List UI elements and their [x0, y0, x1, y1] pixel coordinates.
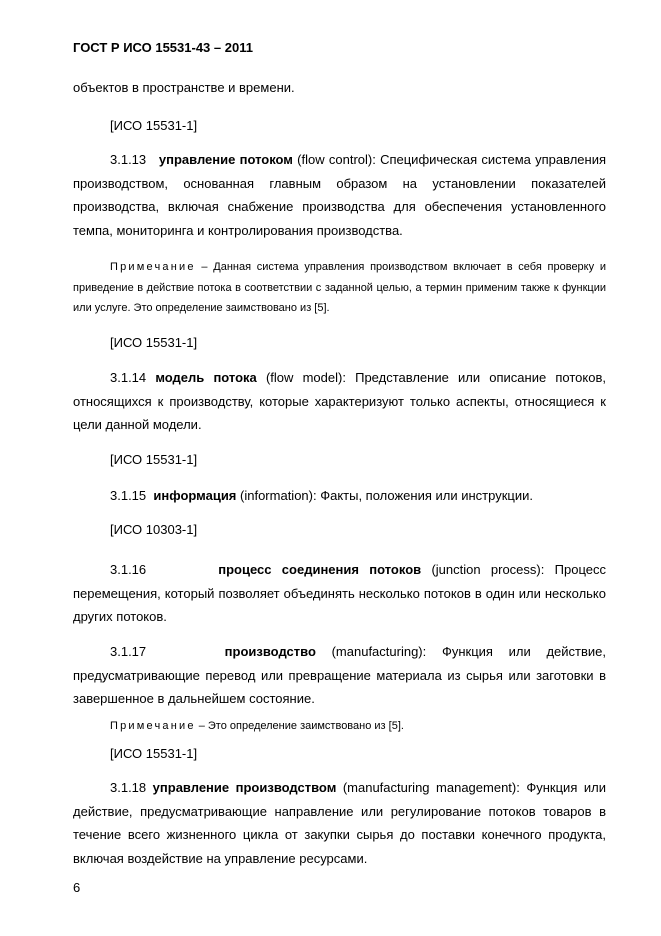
continuation-text: объектов в пространстве и времени.	[73, 80, 295, 95]
note-2	[73, 716, 606, 737]
term-definition: (flow control): Специфическая система управления производством, основанная главным образом на установлении показателей производства, включая снабжение производства для обеспечения установленного темпа, мониторинга и контролирования производства.	[73, 152, 607, 238]
term-name: модель потока	[155, 370, 257, 385]
term-number: 3.1.17	[110, 644, 147, 659]
reference: [ИСО 15531-1]	[110, 746, 198, 761]
term-3-1-14	[73, 366, 606, 437]
page-number: 6	[73, 880, 81, 895]
term-number: 3.1.16	[110, 562, 147, 577]
term-3-1-15	[73, 484, 606, 508]
note-text: – Данная система управления производством включает в себя проверку и приведение в действие потока в соответствии с заданной целью, а термин применим также к функции или услуге. Это определение заимствовано из [5].	[73, 261, 606, 314]
note-label: Примечание	[110, 261, 196, 273]
term-definition: (information): Факты, положения или инструкции.	[236, 488, 533, 503]
term-number: 3.1.15	[110, 488, 147, 503]
reference: [ИСО 15531-1]	[110, 452, 198, 467]
term-definition: (junction process): Процесс перемещения, который позволяет объединять несколько потоков в один или несколько других потоков.	[73, 562, 606, 624]
term-3-1-18	[73, 776, 606, 870]
term-number: 3.1.14	[110, 370, 147, 385]
term-3-1-13	[73, 148, 606, 242]
term-name: информация	[153, 488, 237, 503]
document-header: ГОСТ Р ИСО 15531-43 – 2011	[73, 40, 253, 55]
note-1	[73, 257, 606, 319]
term-number: 3.1.18	[110, 780, 147, 795]
reference: [ИСО 15531-1]	[110, 118, 198, 133]
note-label: Примечание	[110, 720, 196, 732]
term-number: 3.1.13	[110, 152, 147, 167]
reference: [ИСО 15531-1]	[110, 335, 198, 350]
term-3-1-17	[73, 640, 606, 711]
term-definition: (manufacturing): Функция или действие, предусматривающие перевод или превращение материала из сырья или заготовки в завершенное в дальнейшем состояние.	[73, 644, 606, 706]
reference: [ИСО 10303-1]	[110, 522, 198, 537]
term-definition: (flow model): Представление или описание потоков, относящихся к производству, которые характеризуют только аспекты, относящиеся к цели данной модели.	[73, 370, 606, 432]
term-name: управление потоком	[158, 152, 293, 167]
term-name: производство	[224, 644, 316, 659]
term-name: управление производством	[152, 780, 337, 795]
note-text: – Это определение заимствовано из [5].	[195, 720, 404, 732]
term-name: процесс соединения потоков	[218, 562, 422, 577]
term-3-1-16	[73, 558, 606, 629]
term-definition: (manufacturing management): Функция или действие, предусматривающие направление или регулирование потоков товаров в течение всего жизненного цикла от закупки сырья до поставки конечного продукта, включая воздействие на управление ресурсами.	[73, 780, 606, 866]
